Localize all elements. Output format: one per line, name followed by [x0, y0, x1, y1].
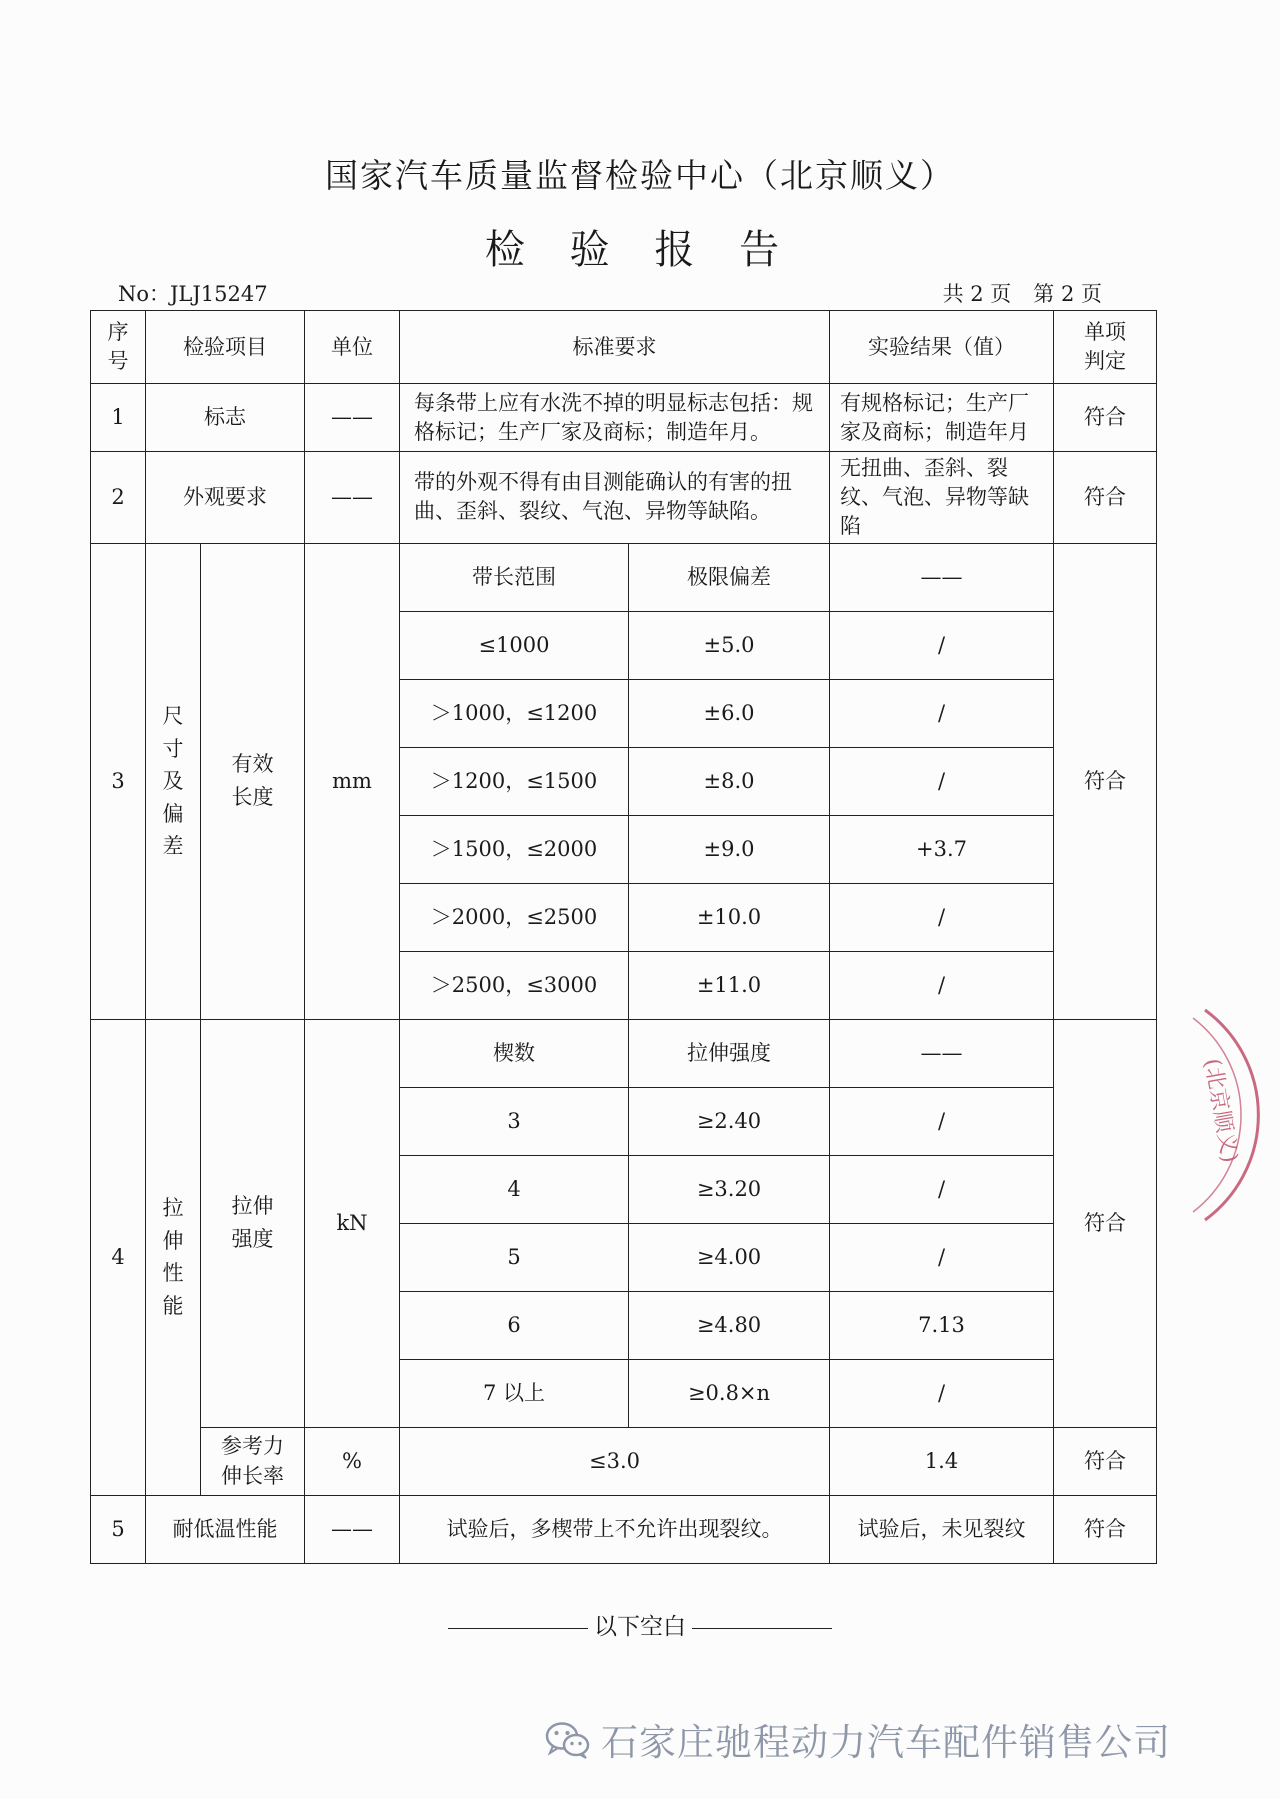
length-result: / — [830, 883, 1054, 951]
row5-unit: —— — [305, 1495, 400, 1563]
row2-item: 外观要求 — [146, 452, 305, 544]
header-seq: 序号 — [91, 311, 146, 384]
wedge-result: 7.13 — [830, 1291, 1054, 1359]
row3-seq: 3 — [91, 543, 146, 1019]
elongation-result: 1.4 — [830, 1427, 1054, 1495]
elongation-judgement: 符合 — [1054, 1427, 1157, 1495]
document-title: 检 验 报 告 — [484, 227, 796, 273]
row5-item: 耐低温性能 — [146, 1495, 305, 1563]
length-result: / — [830, 611, 1054, 679]
table-row — [91, 543, 1157, 611]
length-deviation: ±10.0 — [629, 883, 830, 951]
length-range: ＞1000，≤1200 — [400, 679, 629, 747]
elongation-item: 参考力伸长率 — [201, 1427, 305, 1495]
row1-result: 有规格标记；生产厂家及商标；制造年月 — [830, 384, 1054, 452]
row3-category: 尺寸及偏差 — [146, 543, 201, 1019]
length-range: ＞2000，≤2500 — [400, 883, 629, 951]
row3-judgement: 符合 — [1054, 543, 1157, 1019]
header-item: 检验项目 — [146, 311, 305, 384]
divider-line — [448, 1628, 588, 1629]
length-deviation: ±5.0 — [629, 611, 830, 679]
watermark-text: 石家庄驰程动力汽车配件销售公司 — [601, 1721, 1171, 1764]
table-header-row — [91, 311, 1157, 384]
length-deviation: ±8.0 — [629, 747, 830, 815]
header-judgement: 单项判定 — [1054, 311, 1157, 384]
row1-unit: —— — [305, 384, 400, 452]
row1-judgement: 符合 — [1054, 384, 1157, 452]
report-number: No：JLJ15247 — [118, 282, 268, 306]
page-indicator — [943, 278, 1102, 308]
page-current: 第 2 页 — [1033, 282, 1102, 306]
wechat-icon — [545, 1720, 591, 1769]
row4-item: 拉伸强度 — [201, 1019, 305, 1427]
wedge-count: 5 — [400, 1223, 629, 1291]
table-row — [91, 452, 1157, 544]
header-standard: 标准要求 — [400, 311, 830, 384]
watermark — [545, 1712, 1171, 1769]
organization-name: 国家汽车质量监督检验中心（北京顺义） — [325, 156, 955, 195]
inspection-table — [90, 310, 1157, 1564]
wedge-strength: ≥3.20 — [629, 1155, 830, 1223]
row1-seq: 1 — [91, 384, 146, 452]
divider-line — [692, 1628, 832, 1629]
wedge-strength: ≥2.40 — [629, 1087, 830, 1155]
page-total: 共 2 页 — [942, 282, 1012, 306]
row5-seq: 5 — [91, 1495, 146, 1563]
table-row — [91, 1427, 1157, 1495]
table-row — [91, 384, 1157, 452]
length-result: / — [830, 951, 1054, 1019]
row5-judgement: 符合 — [1054, 1495, 1157, 1563]
wedge-count: 7 以上 — [400, 1359, 629, 1427]
wedge-count: 3 — [400, 1087, 629, 1155]
row5-result: 试验后，未见裂纹 — [830, 1495, 1054, 1563]
row4-seq: 4 — [91, 1019, 146, 1495]
header-unit: 单位 — [305, 311, 400, 384]
row4-unit: kN — [305, 1019, 400, 1427]
elongation-unit: % — [305, 1427, 400, 1495]
length-result: +3.7 — [830, 815, 1054, 883]
row1-standard: 每条带上应有水洗不掉的明显标志包括：规格标记；生产厂家及商标；制造年月。 — [400, 384, 830, 452]
length-range: ＞1500，≤2000 — [400, 815, 629, 883]
table-row — [91, 1495, 1157, 1563]
row3-unit: mm — [305, 543, 400, 1019]
row2-standard: 带的外观不得有由目测能确认的有害的扭曲、歪斜、裂纹、气泡、异物等缺陷。 — [400, 452, 830, 544]
row4-subheader-strength: 拉伸强度 — [629, 1019, 830, 1087]
blank-below-note: 以下空白 — [0, 1608, 1280, 1641]
row3-subheader-result: —— — [830, 543, 1054, 611]
wedge-result: / — [830, 1155, 1054, 1223]
row1-item: 标志 — [146, 384, 305, 452]
header-result: 实验结果（值） — [830, 311, 1054, 384]
row2-unit: —— — [305, 452, 400, 544]
length-result: / — [830, 747, 1054, 815]
wedge-result: / — [830, 1087, 1054, 1155]
row4-judgement: 符合 — [1054, 1019, 1157, 1427]
length-range: ≤1000 — [400, 611, 629, 679]
row3-subheader-deviation: 极限偏差 — [629, 543, 830, 611]
length-result: / — [830, 679, 1054, 747]
wedge-result: / — [830, 1359, 1054, 1427]
row4-category: 拉伸性能 — [146, 1019, 201, 1495]
table-row — [91, 1019, 1157, 1087]
wedge-strength: ≥0.8×n — [629, 1359, 830, 1427]
row2-judgement: 符合 — [1054, 452, 1157, 544]
length-range: ＞2500，≤3000 — [400, 951, 629, 1019]
official-stamp — [1185, 1000, 1280, 1234]
row2-seq: 2 — [91, 452, 146, 544]
stamp-text: (北京顺义) — [1199, 1056, 1242, 1165]
row5-standard: 试验后，多楔带上不允许出现裂纹。 — [400, 1495, 830, 1563]
row4-subheader-wedges: 楔数 — [400, 1019, 629, 1087]
length-deviation: ±9.0 — [629, 815, 830, 883]
wedge-strength: ≥4.80 — [629, 1291, 830, 1359]
row3-item: 有效长度 — [201, 543, 305, 1019]
wedge-strength: ≥4.00 — [629, 1223, 830, 1291]
row4-subheader-result: —— — [830, 1019, 1054, 1087]
wedge-count: 4 — [400, 1155, 629, 1223]
wedge-result: / — [830, 1223, 1054, 1291]
row3-subheader-range: 带长范围 — [400, 543, 629, 611]
wedge-count: 6 — [400, 1291, 629, 1359]
length-deviation: ±6.0 — [629, 679, 830, 747]
row2-result: 无扭曲、歪斜、裂纹、气泡、异物等缺陷 — [830, 452, 1054, 544]
length-range: ＞1200，≤1500 — [400, 747, 629, 815]
elongation-standard: ≤3.0 — [400, 1427, 830, 1495]
length-deviation: ±11.0 — [629, 951, 830, 1019]
